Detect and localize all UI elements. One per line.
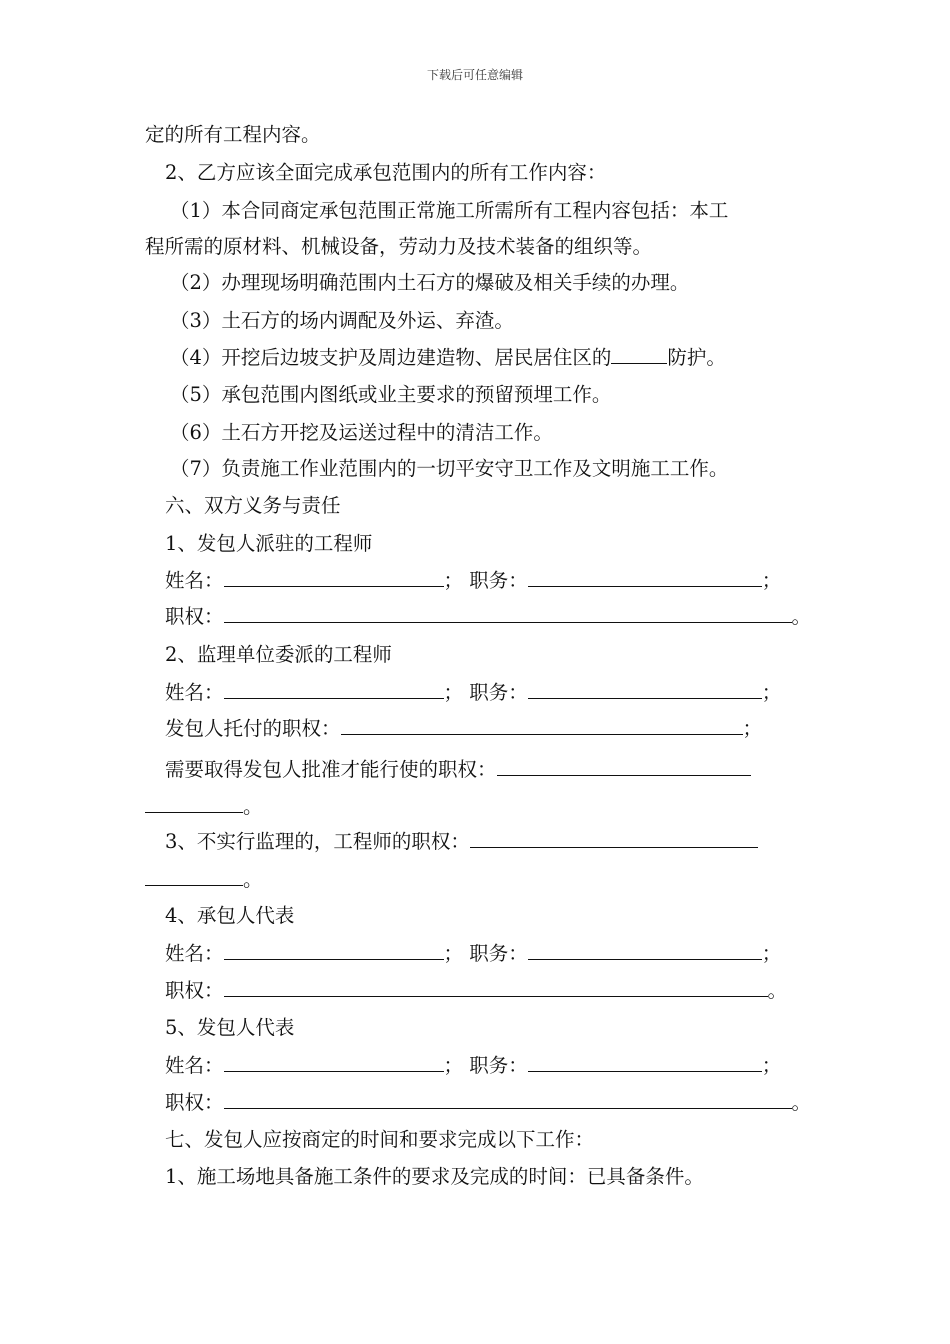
form-row-entrusted-authority: 发包人托付的职权： ； [165, 717, 763, 740]
form-row-authority: 职权： 。 [165, 1091, 812, 1114]
text-line: 2、监理单位委派的工程师 [165, 643, 392, 666]
continuation-field[interactable] [145, 794, 243, 813]
text-line: （2）办理现场明确范围内土石方的爆破及相关手续的办理。 [170, 271, 690, 294]
duty-field[interactable] [528, 1053, 762, 1072]
name-field[interactable] [224, 1053, 444, 1072]
approval-authority-field[interactable] [497, 757, 751, 776]
section-heading: 六、双方义务与责任 [165, 494, 341, 517]
engineer-authority-field[interactable] [470, 829, 758, 848]
authority-field[interactable] [224, 1090, 792, 1109]
text-line: 1、发包人派驻的工程师 [165, 532, 373, 555]
text-line: （6）土石方开挖及运送过程中的清洁工作。 [170, 421, 553, 444]
form-row-authority: 职权： 。 [165, 979, 788, 1002]
form-row-continuation: 。 [145, 867, 815, 893]
text-line: 5、发包人代表 [165, 1016, 295, 1039]
page-header: 下载后可任意编辑 [426, 68, 523, 82]
text-line: （1）本合同商定承包范围正常施工所需所有工程内容包括：本工 [170, 199, 729, 222]
name-field[interactable] [224, 680, 444, 699]
authority-field[interactable] [224, 978, 768, 997]
text-line: （3）土石方的场内调配及外运、弃渣。 [170, 309, 514, 332]
text-line: 2、乙方应该全面完成承包范围内的所有工作内容： [165, 161, 607, 184]
duty-field[interactable] [528, 568, 762, 587]
form-row-authority: 职权： 。 [165, 605, 812, 628]
text-line: 定的所有工程内容。 [145, 123, 321, 146]
text-line: 程所需的原材料、机械设备，劳动力及技术装备的组织等。 [145, 235, 653, 258]
form-row-name-duty: 姓名： ； 职务： ； [165, 569, 782, 592]
authority-field[interactable] [224, 604, 792, 623]
section-heading: 七、发包人应按商定的时间和要求完成以下工作： [165, 1128, 595, 1151]
text-line: 4、承包人代表 [165, 904, 295, 927]
fill-blank[interactable] [611, 345, 667, 364]
name-field[interactable] [224, 941, 444, 960]
text-line: （5）承包范围内图纸或业主要求的预留预埋工作。 [170, 383, 612, 406]
name-field[interactable] [224, 568, 444, 587]
text-line: （4）开挖后边坡支护及周边建造物、居民居住区的 防护。 [170, 346, 726, 369]
form-row-continuation: 。 [145, 794, 815, 820]
text-line: （7）负责施工作业范围内的一切平安守卫工作及文明施工工作。 [170, 457, 729, 480]
duty-field[interactable] [528, 941, 762, 960]
continuation-field[interactable] [145, 867, 243, 886]
form-row-name-duty: 姓名： ； 职务： ； [165, 681, 782, 704]
form-row-approval-authority: 需要取得发包人批准才能行使的职权： [165, 757, 835, 783]
entrusted-authority-field[interactable] [341, 716, 743, 735]
form-row-no-supervision: 3、不实行监理的，工程师的职权： [165, 829, 835, 855]
form-row-name-duty: 姓名： ； 职务： ； [165, 942, 782, 965]
form-row-name-duty: 姓名： ； 职务： ； [165, 1054, 782, 1077]
duty-field[interactable] [528, 680, 762, 699]
text-line: 1、施工场地具备施工条件的要求及完成的时间：已具备条件。 [165, 1165, 704, 1188]
